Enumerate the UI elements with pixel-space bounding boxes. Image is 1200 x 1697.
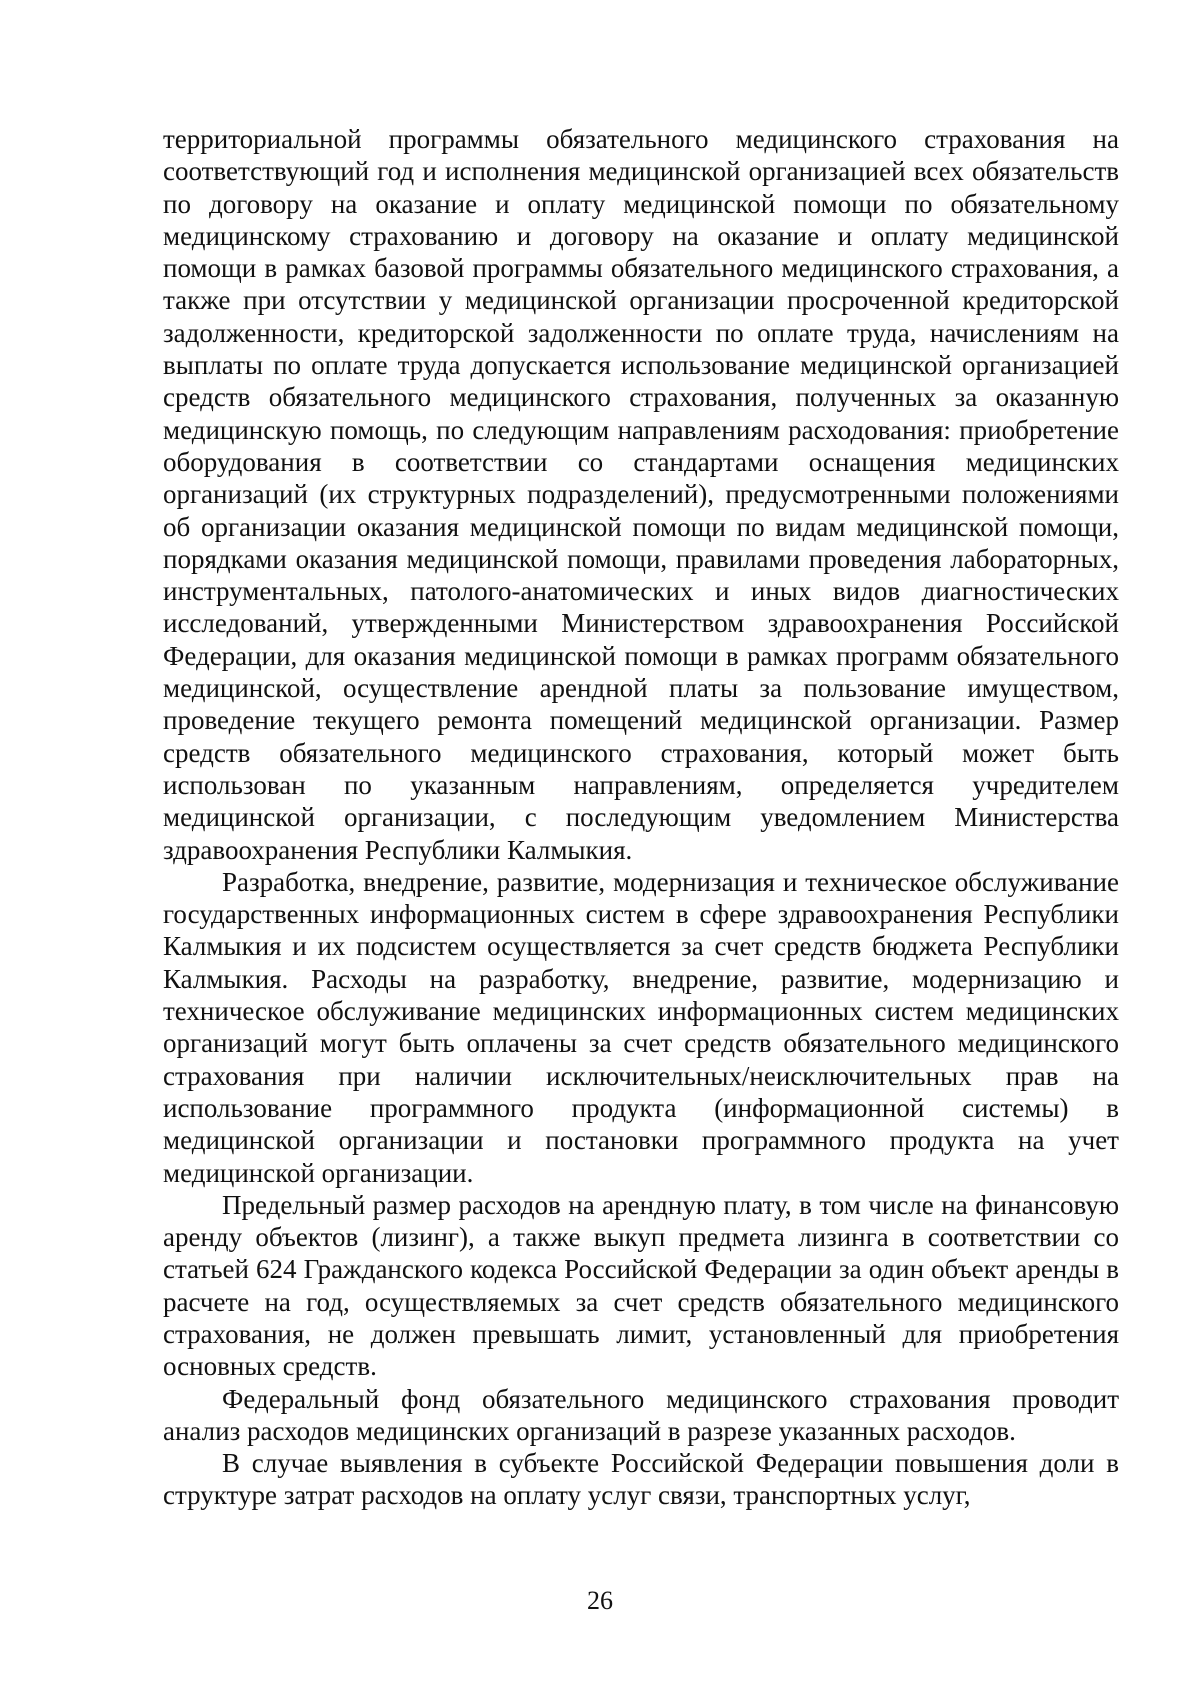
page-number: 26 [587, 1586, 613, 1615]
paragraph-4: Федеральный фонд обязательного медицинского страхования проводит анализ расходов медицинских организаций в разрезе указанных расходов. [163, 1383, 1119, 1446]
paragraph-5: В случае выявления в субъекте Российской Федерации повышения доли в структуре затрат расходов на оплату услуг связи, транспортных услуг, [163, 1448, 1119, 1511]
paragraph-1: территориальной программы обязательного медицинского страхования на соответствующий год и исполнения медицинской организацией всех обязательств по договору на оказание и оплату медицинской помощи по обязательному медицинскому страхованию и договору на оказание и оплату медицинской помощи в рамках базовой программы обязательного медицинского страхования, а также при отсутствии у медицинской организации просроченной кредиторской задолженности, кредиторской задолженности по оплате труда, начислениям на выплаты по оплате труда допускается использование медицинской организацией средств обязательного медицинского страхования, полученных за оказанную медицинскую помощь, по следующим направлениям расходования: приобретение оборудования в соответствии со стандартами оснащения медицинских организаций (их структурных подразделений), предусмотренными положениями об организации оказания медицинской помощи по видам медицинской помощи, порядками оказания медицинской помощи, правилами проведения лабораторных, инструментальных, патолого-анатомических и иных видов диагностических исследований, утвержденными Министерством здравоохранения Российской Федерации, для оказания медицинской помощи в рамках программ обязательного медицинской, осуществление арендной платы за пользование имуществом, проведение текущего ремонта помещений медицинской организации. Размер средств обязательного медицинского страхования, который может быть использован по указанным направлениям, определяется учредителем медицинской организации, с последующим уведомлением Министерства здравоохранения Республики Калмыкия. [163, 124, 1119, 865]
paragraph-3: Предельный размер расходов на арендную плату, в том числе на финансовую аренду объектов (лизинг), а также выкуп предмета лизинга в соответствии со статьей 624 Гражданского кодекса Российской Федерации за один объект аренды в расчете на год, осуществляемых за счет средств обязательного медицинского страхования, не должен превышать лимит, установленный для приобретения основных средств. [163, 1189, 1119, 1382]
paragraph-2: Разработка, внедрение, развитие, модернизация и техническое обслуживание государственных информационных систем в сфере здравоохранения Республики Калмыкия и их подсистем осуществляется за счет средств бюджета Республики Калмыкия. Расходы на разработку, внедрение, развитие, модернизацию и техническое обслуживание медицинских информационных систем медицинских организаций могут быть оплачены за счет средств обязательного медицинского страхования при наличии исключительных/неисключительных прав на использование программного продукта (информационной системы) в медицинской организации и постановки программного продукта на учет медицинской организации. [163, 866, 1119, 1188]
document-body [163, 123, 1119, 1512]
